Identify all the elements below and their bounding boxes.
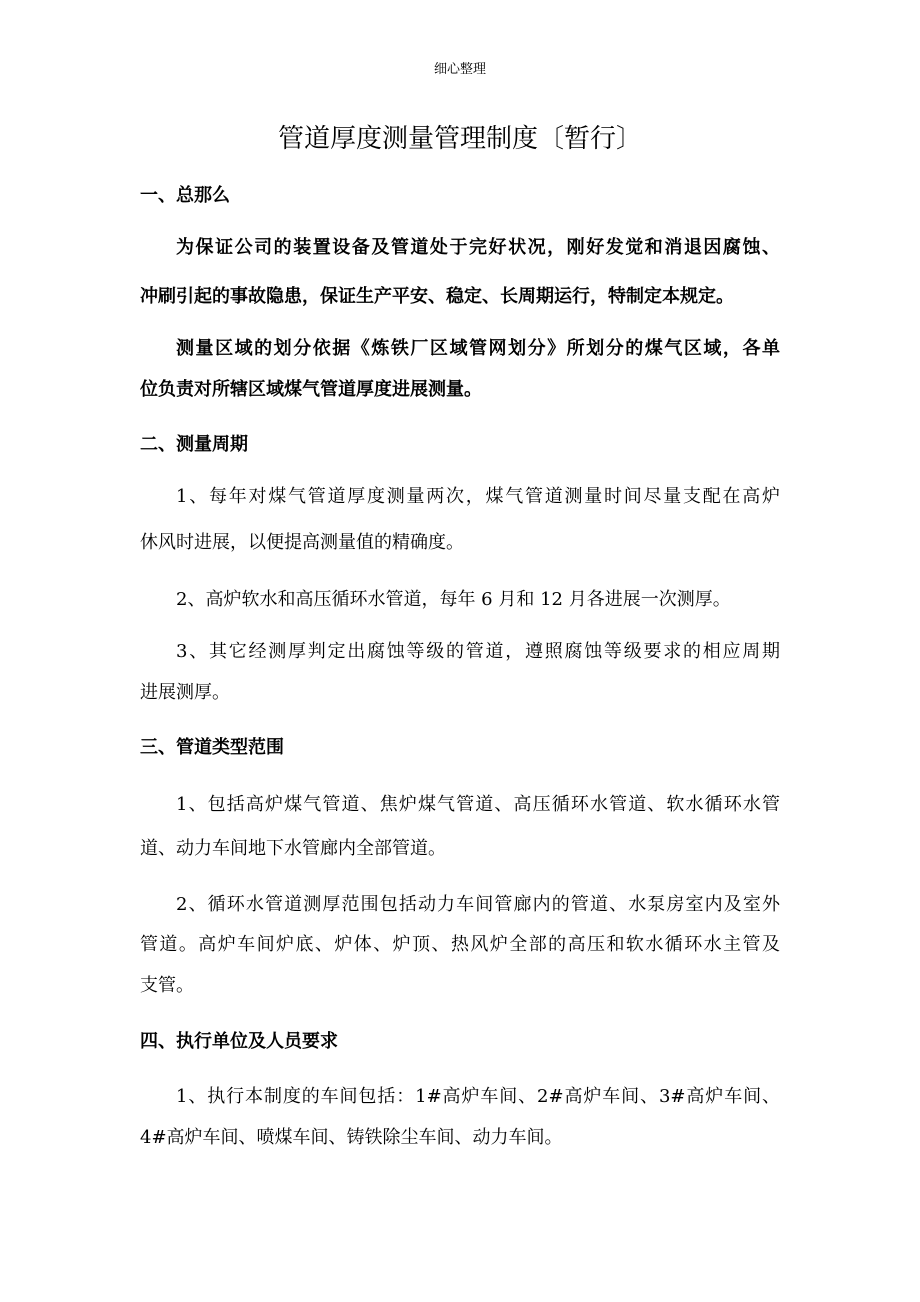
document-title: 管道厚度测量管理制度〔暂行〕 bbox=[277, 124, 642, 154]
paragraph-line: 4#高炉车间、喷煤车间、铸铁除尘车间、动力车间。 bbox=[140, 1127, 563, 1148]
paragraph-line: 位负责对所辖区域煤气管道厚度进展测量。 bbox=[140, 379, 482, 400]
paragraph-line: 2、循环水管道测厚范围包括动力车间管廊内的管道、水泵房室内及室外 bbox=[176, 894, 780, 915]
paragraph-line: 为保证公司的装置设备及管道处于完好状况，刚好发觉和消退因腐蚀、 bbox=[176, 237, 780, 258]
paragraph-line: 支管。 bbox=[140, 975, 194, 996]
paragraph-line: 进展测厚。 bbox=[140, 682, 230, 703]
paragraph-line: 2、高炉软水和高压循环水管道，每年 6 月和 12 月各进展一次测厚。 bbox=[176, 589, 731, 610]
section-heading: 三、管道类型范围 bbox=[140, 737, 284, 758]
paragraph-line: 1、执行本制度的车间包括：1#高炉车间、2#高炉车间、3#高炉车间、 bbox=[176, 1086, 780, 1107]
paragraph-line: 道、动力车间地下水管廊内全部管道。 bbox=[140, 838, 446, 859]
section-heading: 二、测量周期 bbox=[140, 434, 248, 455]
section-heading: 四、执行单位及人员要求 bbox=[140, 1031, 338, 1052]
paragraph-line: 1、包括高炉煤气管道、焦炉煤气管道、高压循环水管道、软水循环水管 bbox=[176, 794, 780, 815]
paragraph-line: 冲刷引起的事故隐患，保证生产平安、稳定、长周期运行，特制定本规定。 bbox=[140, 286, 734, 307]
paragraph-line: 测量区域的划分依据《炼铁厂区域管网划分》所划分的煤气区域，各单 bbox=[176, 338, 780, 359]
paragraph-line: 管道。高炉车间炉底、炉体、炉顶、热风炉全部的高压和软水循环水主管及 bbox=[140, 934, 780, 955]
paragraph-line: 3、其它经测厚判定出腐蚀等级的管道，遵照腐蚀等级要求的相应周期 bbox=[176, 641, 780, 662]
page-header: 细心整理 bbox=[433, 62, 486, 77]
section-heading: 一、总那么 bbox=[140, 185, 230, 206]
paragraph-line: 1、每年对煤气管道厚度测量两次，煤气管道测量时间尽量支配在高炉 bbox=[176, 486, 780, 507]
paragraph-line: 休风时进展，以便提高测量值的精确度。 bbox=[140, 532, 464, 553]
